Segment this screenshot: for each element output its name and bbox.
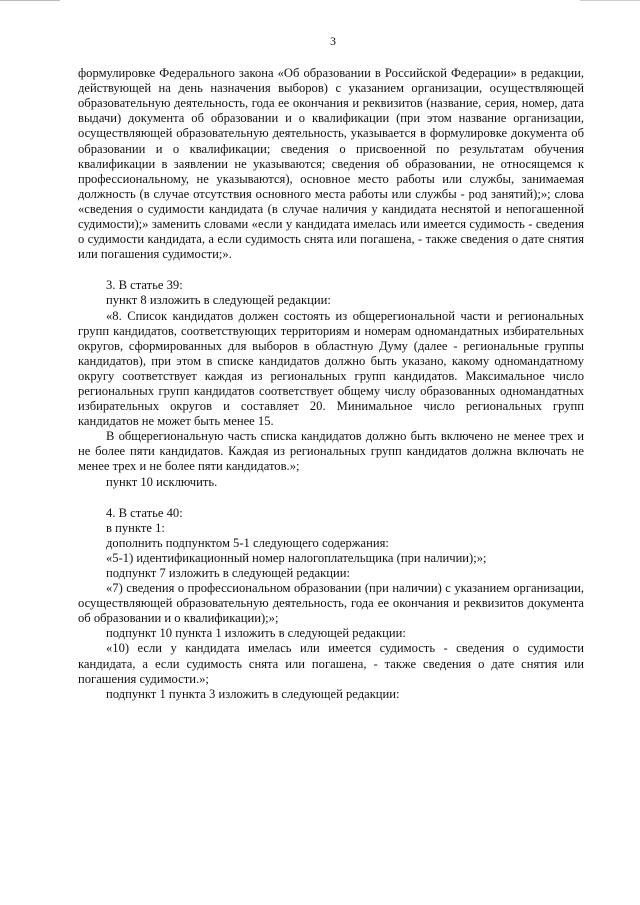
spacer bbox=[78, 490, 584, 506]
scan-edge-right bbox=[580, 0, 640, 1]
section-4-subpoint10-text: «10) если у кандидата имелась или имеется судимость - сведения о судимости кандидата, а если судимость снята или погашена, - также сведения о дате снятия или погашения судимости.»; bbox=[78, 641, 584, 686]
section-4-subpoint7-text: «7) сведения о профессиональном образовании (при наличии) с указанием организации, осуществляющей образовательную деятельность, года ее окончания и реквизитов документа об образовании и о квалификации);»; bbox=[78, 581, 584, 626]
section-4-title: 4. В статье 40: bbox=[106, 505, 183, 520]
section-3-item8-text: «8. Список кандидатов должен состоять из общерегиональной части и региональных групп кандидатов, соответствующих территориям и номерам одномандатных избирательных округов, сформированных для выборов в областную Думу (далее - региональные группы кандидатов), при этом в списке кандидатов должно быть указано, какому одномандатному округу соответствует каждая из региональных групп кандидатов. Максимальное число региональных групп кандидатов соответствует общему числу образованных одномандатных избирательных округов и составляет 20. Минимальное число региональных групп кандидатов не может быть менее 15. bbox=[78, 308, 584, 429]
spacer bbox=[78, 262, 584, 278]
scan-top-edge bbox=[0, 0, 640, 2]
section-4-add-subpoint-text: «5-1) идентификационный номер налогоплательщика (при наличии);»; bbox=[106, 550, 487, 565]
section-4-subpoint7: подпункт 7 изложить в следующей редакции: bbox=[106, 566, 350, 580]
section-4-add-subpoint: дополнить подпунктом 5-1 следующего содержания: bbox=[106, 535, 389, 550]
paragraph-continuation: формулировке Федерального закона «Об образовании в Российской Федерации» в редакции, действующей на день назначения выборов) с указанием организации, осуществляющей образовательную деятельность, года ее окончания и реквизитов (название, серия, номер, дата выдачи) документа об образовании и о квалификации (при этом название организации, осуществляющей образовательную деятельность, указывается в формулировке документа об образовании и о квалификации; сведения о присвоенной по результатам обучения квалификации в заявлении не указываются; сведения об образовании, не относящемся к профессиональному, не указываются), основное место работы или службы, занимаемая должность (в случае отсутствия основного места работы или службы - род занятий);»; слова «сведения о судимости кандидата (в случае наличия у кандидата неснятой и непогашенной судимости);» заменить словами «если у кандидата имелась или имеется судимость - сведения о судимости кандидата, а если судимость снята или погашена, - также сведения о дате снятия или погашения судимости;». bbox=[78, 66, 584, 262]
section-3-item8-intro: пункт 8 изложить в следующей редакции: bbox=[106, 293, 331, 308]
section-4-subpoint10: подпункт 10 пункта 1 изложить в следующей редакции: bbox=[106, 626, 406, 641]
section-4-point1: в пункте 1: bbox=[106, 520, 165, 535]
section-3-title: 3. В статье 39: bbox=[106, 278, 183, 293]
section-3-item8-text2: В общерегиональную часть списка кандидатов должно быть включено не менее трех и не более пяти кандидатов. Каждая из региональных групп кандидатов должна включать не менее трех и не более пяти кандидатов.»; bbox=[78, 429, 584, 474]
page-number: 3 bbox=[330, 34, 336, 48]
section-3-item10: пункт 10 исключить. bbox=[106, 474, 218, 489]
scan-edge-left bbox=[0, 0, 60, 1]
document-page bbox=[78, 34, 584, 702]
section-4-subpoint1-point3: подпункт 1 пункта 3 изложить в следующей редакции: bbox=[106, 686, 400, 701]
